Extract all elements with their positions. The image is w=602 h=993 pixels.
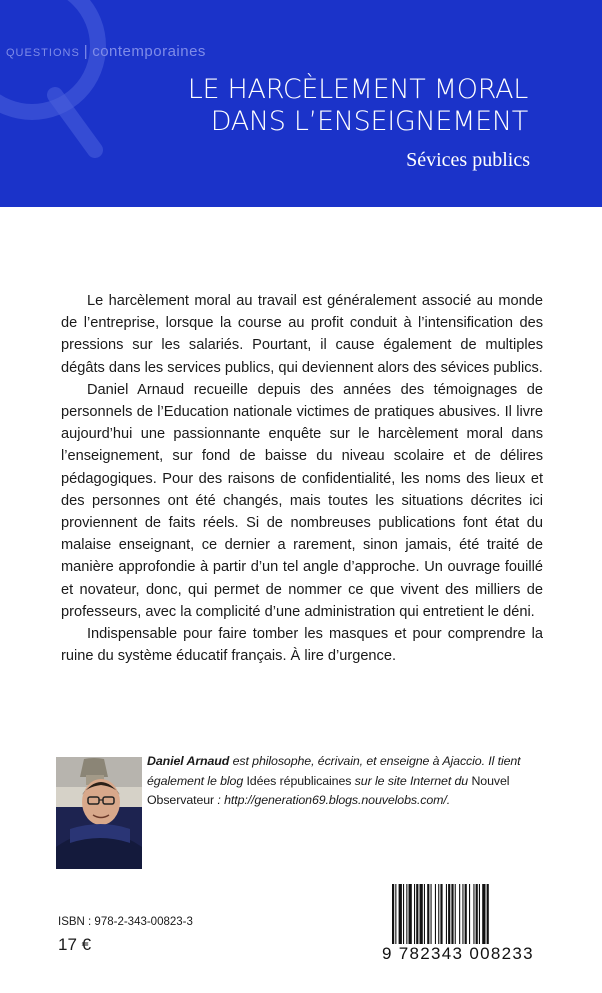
blurb-paragraph: Daniel Arnaud recueille depuis des années des témoignages de personnels de l’Education nationale victimes de pratiques abusives. Il livre aujourd’hui une passionnante enquête sur le harcèlement moral dans l’enseignement, sur fond de baisse du niveau scolaire et de délires pédagogiques. Pour des raisons de confidentialité, les noms des lieux et des personnes ont été changés, mais toutes les situations décrites ici proviennent de faits réels. Si de nombreuses publications font état du malaise enseignant, ce dernier a rarement, sinon jamais, été traité de manière approfondie à partir d’un tel angle d’approche. Un ouvrage fouillé et novateur, donc, qui permet de nommer ce que vivent des milliers de professeurs, avec la complicité d’une administration qui entretient le déni. [61,381,543,620]
barcode-bar [406,884,407,944]
series-label: QUESTIONS | contemporaines [6,43,206,60]
author-bio [147,752,547,811]
barcode-bar [438,884,439,944]
barcode-bar [459,884,460,944]
author-photo [56,757,142,869]
barcode-bar [427,884,429,944]
barcode-bar [435,884,436,944]
book-title [108,74,528,138]
barcode-bar [465,884,467,944]
barcode-bar [482,884,485,944]
author-bio-text: sur le site Internet du [351,773,472,788]
barcode-bar [414,884,415,944]
author-bio-url: : http://generation69.blogs.nouvelobs.com/. [214,793,451,807]
barcode-bar [392,884,394,944]
blog-name: Idées républicaines [246,773,352,788]
site-name: Nouvel Observateur [147,773,510,807]
barcode-bar [469,884,470,944]
barcode-number: 9 782343 008233 [382,944,542,964]
barcode-bar [487,884,489,944]
barcode-bar [455,884,456,944]
barcode-bar [399,884,402,944]
barcode-bar [440,884,442,944]
barcode-bar [424,884,425,944]
cover-header-band [0,0,602,207]
barcode-bar [420,884,423,944]
author-name: Daniel Arnaud [147,754,230,768]
barcode-bar [479,884,480,944]
barcode-bar [416,884,418,944]
blurb-paragraph: Le harcèlement moral au travail est généralement associé au monde de l’entreprise, lorsque la course au profit conduit à l’intensification des pressions sur les salariés. Pourtant, il cause également de multiples dégâts dans les services publics, qui deviennent alors des sévices publics. [61,293,543,376]
series-prefix: QUESTIONS [6,47,80,59]
book-subtitle: Sévices publics [406,149,530,171]
back-cover-blurb [61,290,543,667]
price-label: 17 € [58,935,92,954]
barcode-bar [409,884,412,944]
barcode-bar [451,884,453,944]
barcode-bar [395,884,396,944]
barcode-bar [462,884,463,944]
title-line-2: DANS L’ENSEIGNEMENT [210,106,528,137]
series-name: contemporaines [92,43,206,60]
barcode-bar [473,884,474,944]
author-portrait-icon [56,757,142,869]
barcode-bar [448,884,450,944]
barcode-bar [476,884,478,944]
blurb-paragraph: Indispensable pour faire tomber les masques et pour comprendre la ruine du système éducatif français. À lire d’urgence. [61,626,543,665]
isbn-label: ISBN : 978-2-343-00823-3 [58,916,193,928]
title-line-1: LE HARCÈLEMENT MORAL [187,74,528,105]
barcode-bar [446,884,447,944]
barcode-bar [403,884,404,944]
author-bio-text: est philosophe, écrivain, et enseigne à Ajaccio. Il tient également le blog [147,754,521,788]
barcode-bar [431,884,432,944]
